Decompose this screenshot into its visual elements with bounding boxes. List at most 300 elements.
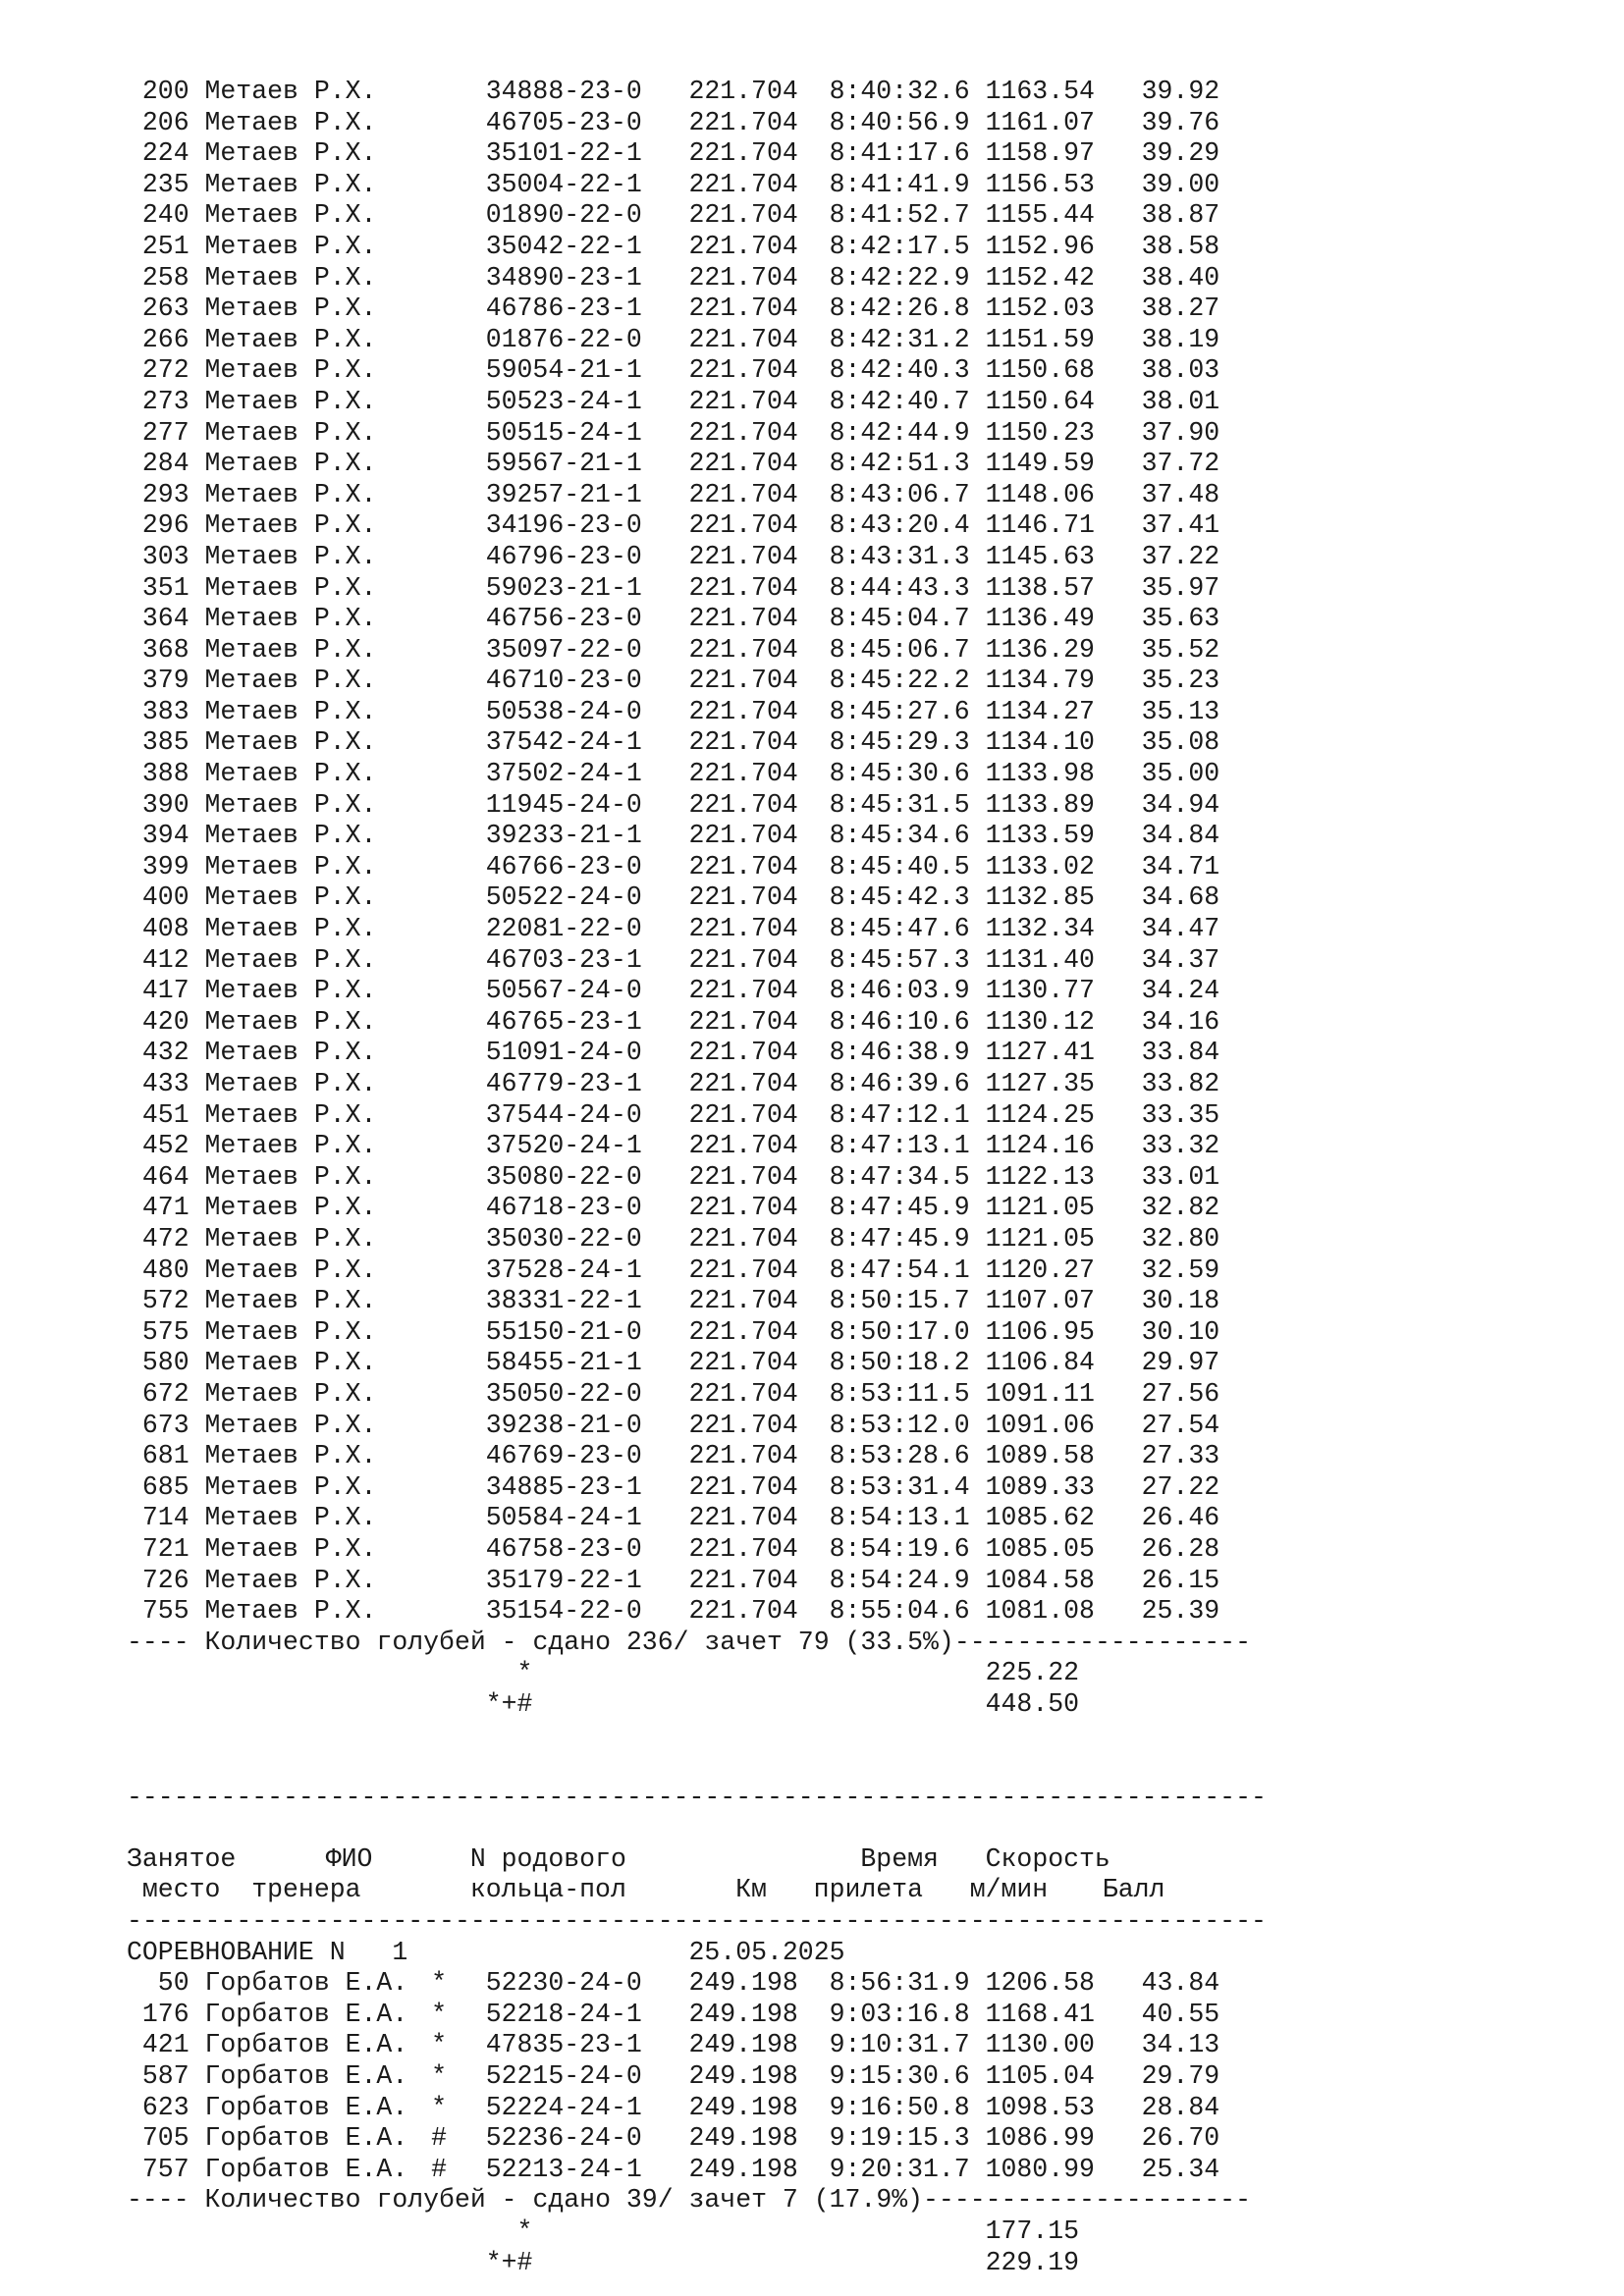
trainer-name-cell: Метаев Р.Х. — [204, 1131, 377, 1161]
header-time: Время — [860, 1843, 939, 1874]
table-row — [127, 200, 1267, 232]
ring-number-cell: 39238-21-0 — [485, 1410, 642, 1440]
arrival-time-cell: 8:45:06.7 — [829, 634, 970, 665]
arrival-time-cell: 8:45:47.6 — [829, 914, 970, 944]
trainer-name-cell: Метаев Р.Х. — [204, 510, 377, 541]
speed-cell: 1081.08 — [985, 1596, 1095, 1627]
arrival-time-cell: 9:19:15.3 — [829, 2123, 970, 2154]
arrival-time-cell: 8:42:40.7 — [829, 386, 970, 416]
distance-cell: 221.704 — [688, 1565, 798, 1595]
trainer-name-cell: Метаев Р.Х. — [204, 759, 377, 789]
distance-cell: 221.704 — [688, 634, 798, 665]
table-row — [127, 77, 1267, 108]
place-cell: 433 — [141, 1069, 189, 1098]
speed-cell: 1091.06 — [985, 1410, 1095, 1440]
ring-number-cell: 35030-22-0 — [485, 1223, 642, 1254]
ring-number-cell: 34885-23-1 — [485, 1471, 642, 1502]
mark-cell: * — [431, 1999, 447, 2029]
place-cell: 451 — [141, 1099, 189, 1130]
score-cell: 29.79 — [1141, 2061, 1220, 2091]
place-cell: 755 — [141, 1596, 189, 1627]
arrival-time-cell: 8:44:43.3 — [829, 572, 970, 603]
distance-cell: 221.704 — [688, 1471, 798, 1502]
ring-number-cell: 58455-21-1 — [485, 1348, 642, 1378]
table-row — [127, 852, 1267, 883]
trainer-name-cell: Метаев Р.Х. — [204, 1223, 377, 1254]
trainer-name-cell: Горбатов Е.А. — [204, 2154, 408, 2184]
trainer-name-cell: Метаев Р.Х. — [204, 449, 377, 479]
ring-number-cell: 46765-23-1 — [485, 1006, 642, 1037]
ring-number-cell: 38331-22-1 — [485, 1286, 642, 1316]
speed-cell: 1134.79 — [985, 666, 1095, 696]
speed-cell: 1150.64 — [985, 386, 1095, 416]
results-document — [127, 77, 1267, 2278]
ring-number-cell: 01876-22-0 — [485, 324, 642, 354]
table-row — [127, 2061, 1267, 2093]
place-cell: 464 — [141, 1161, 189, 1192]
arrival-time-cell: 8:54:24.9 — [829, 1565, 970, 1595]
arrival-time-cell: 8:46:39.6 — [829, 1069, 970, 1098]
trainer-name-cell: Метаев Р.Х. — [204, 1565, 377, 1595]
arrival-time-cell: 8:45:42.3 — [829, 882, 970, 913]
score-cell: 26.15 — [1141, 1565, 1220, 1595]
distance-cell: 221.704 — [688, 1533, 798, 1564]
distance-cell: 221.704 — [688, 914, 798, 944]
place-cell: 272 — [141, 355, 189, 386]
arrival-time-cell: 8:53:28.6 — [829, 1441, 970, 1471]
table-row — [127, 1503, 1267, 1534]
ring-number-cell: 52218-24-1 — [485, 1999, 642, 2029]
score-cell: 26.46 — [1141, 1503, 1220, 1533]
table-row — [127, 1224, 1267, 1255]
distance-cell: 221.704 — [688, 1069, 798, 1098]
table-row — [127, 1038, 1267, 1069]
speed-cell: 1163.54 — [985, 77, 1095, 106]
speed-cell: 1150.23 — [985, 417, 1095, 448]
place-cell: 452 — [141, 1131, 189, 1161]
speed-cell: 1089.58 — [985, 1441, 1095, 1471]
summary-line: ---- Количество голубей - сдано 236/ зачет 79 (33.5%)------------------- — [127, 1627, 1251, 1657]
place-cell: 673 — [141, 1410, 189, 1440]
arrival-time-cell: 8:53:31.4 — [829, 1471, 970, 1502]
trainer-name-cell: Метаев Р.Х. — [204, 727, 377, 758]
ring-number-cell: 37520-24-1 — [485, 1131, 642, 1161]
section-gorbatov — [127, 1968, 1267, 2185]
speed-cell: 1152.42 — [985, 262, 1095, 293]
place-cell: 480 — [141, 1255, 189, 1285]
score-cell: 35.08 — [1141, 727, 1220, 758]
score-cell: 28.84 — [1141, 2092, 1220, 2122]
table-row — [127, 387, 1267, 418]
table-row — [127, 914, 1267, 945]
speed-cell: 1146.71 — [985, 510, 1095, 541]
speed-cell: 1127.41 — [985, 1038, 1095, 1068]
table-row — [127, 2000, 1267, 2031]
score-cell: 27.22 — [1141, 1471, 1220, 1502]
trainer-name-cell: Метаев Р.Х. — [204, 914, 377, 944]
speed-cell: 1098.53 — [985, 2092, 1095, 2122]
ring-number-cell: 59567-21-1 — [485, 449, 642, 479]
place-cell: 251 — [141, 231, 189, 261]
place-cell: 284 — [141, 449, 189, 479]
arrival-time-cell: 8:41:41.9 — [829, 169, 970, 199]
speed-cell: 1138.57 — [985, 572, 1095, 603]
speed-cell: 1089.33 — [985, 1471, 1095, 1502]
score-cell: 27.33 — [1141, 1441, 1220, 1471]
arrival-time-cell: 8:53:11.5 — [829, 1378, 970, 1409]
score-cell: 30.10 — [1141, 1316, 1220, 1347]
score-cell: 33.82 — [1141, 1069, 1220, 1098]
place-cell: 417 — [141, 976, 189, 1006]
score-cell: 34.94 — [1141, 789, 1220, 820]
arrival-time-cell: 8:47:45.9 — [829, 1193, 970, 1223]
distance-cell: 221.704 — [688, 107, 798, 137]
table-row — [127, 759, 1267, 790]
trainer-name-cell: Метаев Р.Х. — [204, 107, 377, 137]
speed-cell: 1136.49 — [985, 604, 1095, 634]
table-header-line-2 — [127, 1875, 1267, 1906]
score-cell: 35.23 — [1141, 666, 1220, 696]
table-row — [127, 1472, 1267, 1504]
score-cell: 37.48 — [1141, 479, 1220, 509]
place-cell: 383 — [141, 696, 189, 726]
arrival-time-cell: 8:53:12.0 — [829, 1410, 970, 1440]
place-cell: 235 — [141, 169, 189, 199]
speed-cell: 1127.35 — [985, 1069, 1095, 1098]
trainer-name-cell: Метаев Р.Х. — [204, 355, 377, 386]
trainer-name-cell: Метаев Р.Х. — [204, 1255, 377, 1285]
arrival-time-cell: 8:42:40.3 — [829, 355, 970, 386]
arrival-time-cell: 8:42:17.5 — [829, 231, 970, 261]
mark-cell: # — [431, 2123, 447, 2154]
ring-number-cell: 52213-24-1 — [485, 2154, 642, 2184]
table-row — [127, 1007, 1267, 1039]
arrival-time-cell: 8:50:18.2 — [829, 1348, 970, 1378]
header-place: Занятое — [127, 1843, 237, 1874]
table-row — [127, 666, 1267, 697]
place-cell: 296 — [141, 510, 189, 541]
trainer-name-cell: Метаев Р.Х. — [204, 1161, 377, 1192]
speed-cell: 1121.05 — [985, 1223, 1095, 1254]
table-row — [127, 418, 1267, 450]
speed-cell: 1134.27 — [985, 696, 1095, 726]
speed-cell: 1134.10 — [985, 727, 1095, 758]
trainer-name-cell: Метаев Р.Х. — [204, 1006, 377, 1037]
speed-cell: 1133.98 — [985, 759, 1095, 789]
arrival-time-cell: 8:43:20.4 — [829, 510, 970, 541]
place-cell: 258 — [141, 262, 189, 293]
ring-number-cell: 37528-24-1 — [485, 1255, 642, 1285]
distance-cell: 221.704 — [688, 604, 798, 634]
speed-cell: 1130.00 — [985, 2030, 1095, 2060]
arrival-time-cell: 9:20:31.7 — [829, 2154, 970, 2184]
place-cell: 364 — [141, 604, 189, 634]
speed-cell: 1120.27 — [985, 1255, 1095, 1285]
score-cell: 34.16 — [1141, 1006, 1220, 1037]
distance-cell: 221.704 — [688, 355, 798, 386]
arrival-time-cell: 9:16:50.8 — [829, 2092, 970, 2122]
speed-cell: 1106.95 — [985, 1316, 1095, 1347]
place-cell: 293 — [141, 479, 189, 509]
place-cell: 176 — [141, 1999, 189, 2029]
ring-number-cell: 50584-24-1 — [485, 1503, 642, 1533]
place-cell: 303 — [141, 541, 189, 571]
score-cell: 27.54 — [1141, 1410, 1220, 1440]
speed-cell: 1084.58 — [985, 1565, 1095, 1595]
trainer-name-cell: Метаев Р.Х. — [204, 1193, 377, 1223]
speed-cell: 1158.97 — [985, 138, 1095, 169]
distance-cell: 221.704 — [688, 572, 798, 603]
summary-line: ---- Количество голубей - сдано 39/ зачет 7 (17.9%)--------------------- — [127, 2185, 1251, 2216]
table-row — [127, 604, 1267, 635]
table-row — [127, 790, 1267, 822]
table-row — [127, 1968, 1267, 2000]
distance-cell: 221.704 — [688, 727, 798, 758]
arrival-time-cell: 8:47:13.1 — [829, 1131, 970, 1161]
ring-number-cell: 50522-24-0 — [485, 882, 642, 913]
arrival-time-cell: 8:47:54.1 — [829, 1255, 970, 1285]
ring-number-cell: 37542-24-1 — [485, 727, 642, 758]
table-row — [127, 170, 1267, 201]
place-cell: 421 — [141, 2030, 189, 2060]
place-cell: 681 — [141, 1441, 189, 1471]
score-cell: 26.28 — [1141, 1533, 1220, 1564]
trainer-name-cell: Метаев Р.Х. — [204, 294, 377, 324]
arrival-time-cell: 8:41:52.7 — [829, 200, 970, 231]
place-cell: 379 — [141, 666, 189, 696]
table-row — [127, 1596, 1267, 1628]
ring-number-cell: 50567-24-0 — [485, 976, 642, 1006]
score-cell: 27.56 — [1141, 1378, 1220, 1409]
table-row — [127, 1441, 1267, 1472]
place-cell: 388 — [141, 759, 189, 789]
trainer-name-cell: Метаев Р.Х. — [204, 386, 377, 416]
mark-cell: * — [431, 2061, 447, 2091]
place-cell: 266 — [141, 324, 189, 354]
table-row — [127, 108, 1267, 139]
total-symbol: *+# — [485, 1688, 533, 1719]
place-cell: 206 — [141, 107, 189, 137]
arrival-time-cell: 9:03:16.8 — [829, 1999, 970, 2029]
arrival-time-cell: 8:45:30.6 — [829, 759, 970, 789]
distance-cell: 221.704 — [688, 479, 798, 509]
speed-cell: 1168.41 — [985, 1999, 1095, 2029]
trainer-name-cell: Горбатов Е.А. — [204, 1968, 408, 1999]
speed-cell: 1145.63 — [985, 541, 1095, 571]
ring-number-cell: 47835-23-1 — [485, 2030, 642, 2060]
trainer-name-cell: Метаев Р.Х. — [204, 634, 377, 665]
speed-cell: 1107.07 — [985, 1286, 1095, 1316]
speed-cell: 1131.40 — [985, 944, 1095, 975]
table-row — [127, 355, 1267, 387]
score-cell: 35.00 — [1141, 759, 1220, 789]
speed-cell: 1122.13 — [985, 1161, 1095, 1192]
total-symbol: *+# — [485, 2247, 533, 2277]
table-row — [127, 138, 1267, 170]
score-cell: 37.22 — [1141, 541, 1220, 571]
distance-cell: 221.704 — [688, 169, 798, 199]
header-km: Км — [735, 1875, 767, 1905]
speed-cell: 1136.29 — [985, 634, 1095, 665]
speed-cell: 1130.12 — [985, 1006, 1095, 1037]
ring-number-cell: 34196-23-0 — [485, 510, 642, 541]
distance-cell: 221.704 — [688, 1348, 798, 1378]
place-cell: 587 — [141, 2061, 189, 2091]
ring-number-cell: 22081-22-0 — [485, 914, 642, 944]
score-cell: 34.84 — [1141, 821, 1220, 851]
trainer-name-cell: Метаев Р.Х. — [204, 851, 377, 881]
score-cell: 35.52 — [1141, 634, 1220, 665]
trainer-name-cell: Горбатов Е.А. — [204, 2092, 408, 2122]
distance-cell: 221.704 — [688, 789, 798, 820]
trainer-name-cell: Метаев Р.Х. — [204, 231, 377, 261]
arrival-time-cell: 8:45:22.2 — [829, 666, 970, 696]
ring-number-cell: 55150-21-0 — [485, 1316, 642, 1347]
score-cell: 39.00 — [1141, 169, 1220, 199]
score-cell: 32.80 — [1141, 1223, 1220, 1254]
table-row — [127, 232, 1267, 263]
place-cell: 472 — [141, 1223, 189, 1254]
table-row — [127, 727, 1267, 759]
score-cell: 34.13 — [1141, 2030, 1220, 2060]
place-cell: 412 — [141, 944, 189, 975]
place-cell: 432 — [141, 1038, 189, 1068]
distance-cell: 249.198 — [688, 2154, 798, 2184]
ring-number-cell: 50523-24-1 — [485, 386, 642, 416]
place-cell: 714 — [141, 1503, 189, 1533]
speed-cell: 1124.25 — [985, 1099, 1095, 1130]
arrival-time-cell: 8:42:44.9 — [829, 417, 970, 448]
arrival-time-cell: 8:50:15.7 — [829, 1286, 970, 1316]
distance-cell: 221.704 — [688, 821, 798, 851]
arrival-time-cell: 8:42:51.3 — [829, 449, 970, 479]
distance-cell: 221.704 — [688, 1316, 798, 1347]
ring-number-cell: 34888-23-0 — [485, 77, 642, 106]
totals-block — [127, 2216, 1267, 2278]
ring-number-cell: 52230-24-0 — [485, 1968, 642, 1999]
place-cell: 390 — [141, 789, 189, 820]
table-row — [127, 2093, 1267, 2124]
speed-cell: 1085.62 — [985, 1503, 1095, 1533]
competition-label: СОРЕВНОВАНИЕ N 1 — [127, 1937, 408, 1967]
trainer-name-cell: Метаев Р.Х. — [204, 882, 377, 913]
trainer-name-cell: Метаев Р.Х. — [204, 262, 377, 293]
blank-line — [127, 1751, 1267, 1783]
speed-cell: 1091.11 — [985, 1378, 1095, 1409]
score-cell: 35.97 — [1141, 572, 1220, 603]
mark-cell: * — [431, 1968, 447, 1999]
trainer-name-cell: Метаев Р.Х. — [204, 1503, 377, 1533]
trainer-name-cell: Метаев Р.Х. — [204, 1099, 377, 1130]
place-cell: 200 — [141, 77, 189, 106]
table-row — [127, 821, 1267, 852]
place-cell: 757 — [141, 2154, 189, 2184]
arrival-time-cell: 8:47:12.1 — [829, 1099, 970, 1130]
ring-number-cell: 35042-22-1 — [485, 231, 642, 261]
distance-cell: 221.704 — [688, 882, 798, 913]
place-cell: 50 — [157, 1968, 189, 1999]
table-row — [127, 976, 1267, 1007]
header-ring: N родового — [469, 1843, 626, 1874]
arrival-time-cell: 8:42:31.2 — [829, 324, 970, 354]
speed-cell: 1121.05 — [985, 1193, 1095, 1223]
distance-cell: 221.704 — [688, 1223, 798, 1254]
distance-cell: 221.704 — [688, 1038, 798, 1068]
score-cell: 37.90 — [1141, 417, 1220, 448]
score-cell: 35.13 — [1141, 696, 1220, 726]
arrival-time-cell: 8:46:03.9 — [829, 976, 970, 1006]
table-row — [127, 325, 1267, 356]
score-cell: 40.55 — [1141, 1999, 1220, 2029]
distance-cell: 249.198 — [688, 2092, 798, 2122]
ring-number-cell: 34890-23-1 — [485, 262, 642, 293]
arrival-time-cell: 8:54:19.6 — [829, 1533, 970, 1564]
ring-number-cell: 35097-22-0 — [485, 634, 642, 665]
ring-number-cell: 39257-21-1 — [485, 479, 642, 509]
distance-cell: 221.704 — [688, 944, 798, 975]
score-cell: 33.01 — [1141, 1161, 1220, 1192]
ring-number-cell: 46705-23-0 — [485, 107, 642, 137]
place-cell: 400 — [141, 882, 189, 913]
table-row — [127, 1100, 1267, 1132]
arrival-time-cell: 8:46:10.6 — [829, 1006, 970, 1037]
trainer-name-cell: Метаев Р.Х. — [204, 696, 377, 726]
place-cell: 721 — [141, 1533, 189, 1564]
trainer-name-cell: Горбатов Е.А. — [204, 2123, 408, 2154]
place-cell: 672 — [141, 1378, 189, 1409]
ring-number-cell: 35154-22-0 — [485, 1596, 642, 1627]
ring-number-cell: 46756-23-0 — [485, 604, 642, 634]
ring-number-cell: 35101-22-1 — [485, 138, 642, 169]
score-cell: 38.03 — [1141, 355, 1220, 386]
mark-cell: * — [431, 2092, 447, 2122]
trainer-name-cell: Метаев Р.Х. — [204, 1410, 377, 1440]
score-cell: 33.32 — [1141, 1131, 1220, 1161]
arrival-time-cell: 8:45:29.3 — [829, 727, 970, 758]
header-time: прилета — [813, 1875, 923, 1905]
ring-number-cell: 51091-24-0 — [485, 1038, 642, 1068]
trainer-name-cell: Метаев Р.Х. — [204, 1316, 377, 1347]
speed-cell: 1149.59 — [985, 449, 1095, 479]
distance-cell: 221.704 — [688, 77, 798, 106]
trainer-name-cell: Метаев Р.Х. — [204, 1286, 377, 1316]
distance-cell: 249.198 — [688, 2030, 798, 2060]
header-trainer: тренера — [251, 1875, 361, 1905]
table-row — [127, 480, 1267, 511]
table-row — [127, 1317, 1267, 1349]
ring-number-cell: 37502-24-1 — [485, 759, 642, 789]
distance-cell: 221.704 — [688, 1410, 798, 1440]
distance-cell: 221.704 — [688, 510, 798, 541]
speed-cell: 1124.16 — [985, 1131, 1095, 1161]
ring-number-cell: 52215-24-0 — [485, 2061, 642, 2091]
table-row — [127, 573, 1267, 605]
distance-cell: 221.704 — [688, 1006, 798, 1037]
arrival-time-cell: 8:54:13.1 — [829, 1503, 970, 1533]
ring-number-cell: 52236-24-0 — [485, 2123, 642, 2154]
trainer-name-cell: Метаев Р.Х. — [204, 77, 377, 106]
place-cell: 394 — [141, 821, 189, 851]
ring-number-cell: 39233-21-1 — [485, 821, 642, 851]
distance-cell: 221.704 — [688, 1193, 798, 1223]
ring-number-cell: 46779-23-1 — [485, 1069, 642, 1098]
trainer-name-cell: Метаев Р.Х. — [204, 789, 377, 820]
score-cell: 26.70 — [1141, 2123, 1220, 2154]
arrival-time-cell: 8:40:32.6 — [829, 77, 970, 106]
distance-cell: 221.704 — [688, 262, 798, 293]
separator-line: ------------------------------------------------------------------------- — [127, 1782, 1267, 1812]
speed-cell: 1130.77 — [985, 976, 1095, 1006]
